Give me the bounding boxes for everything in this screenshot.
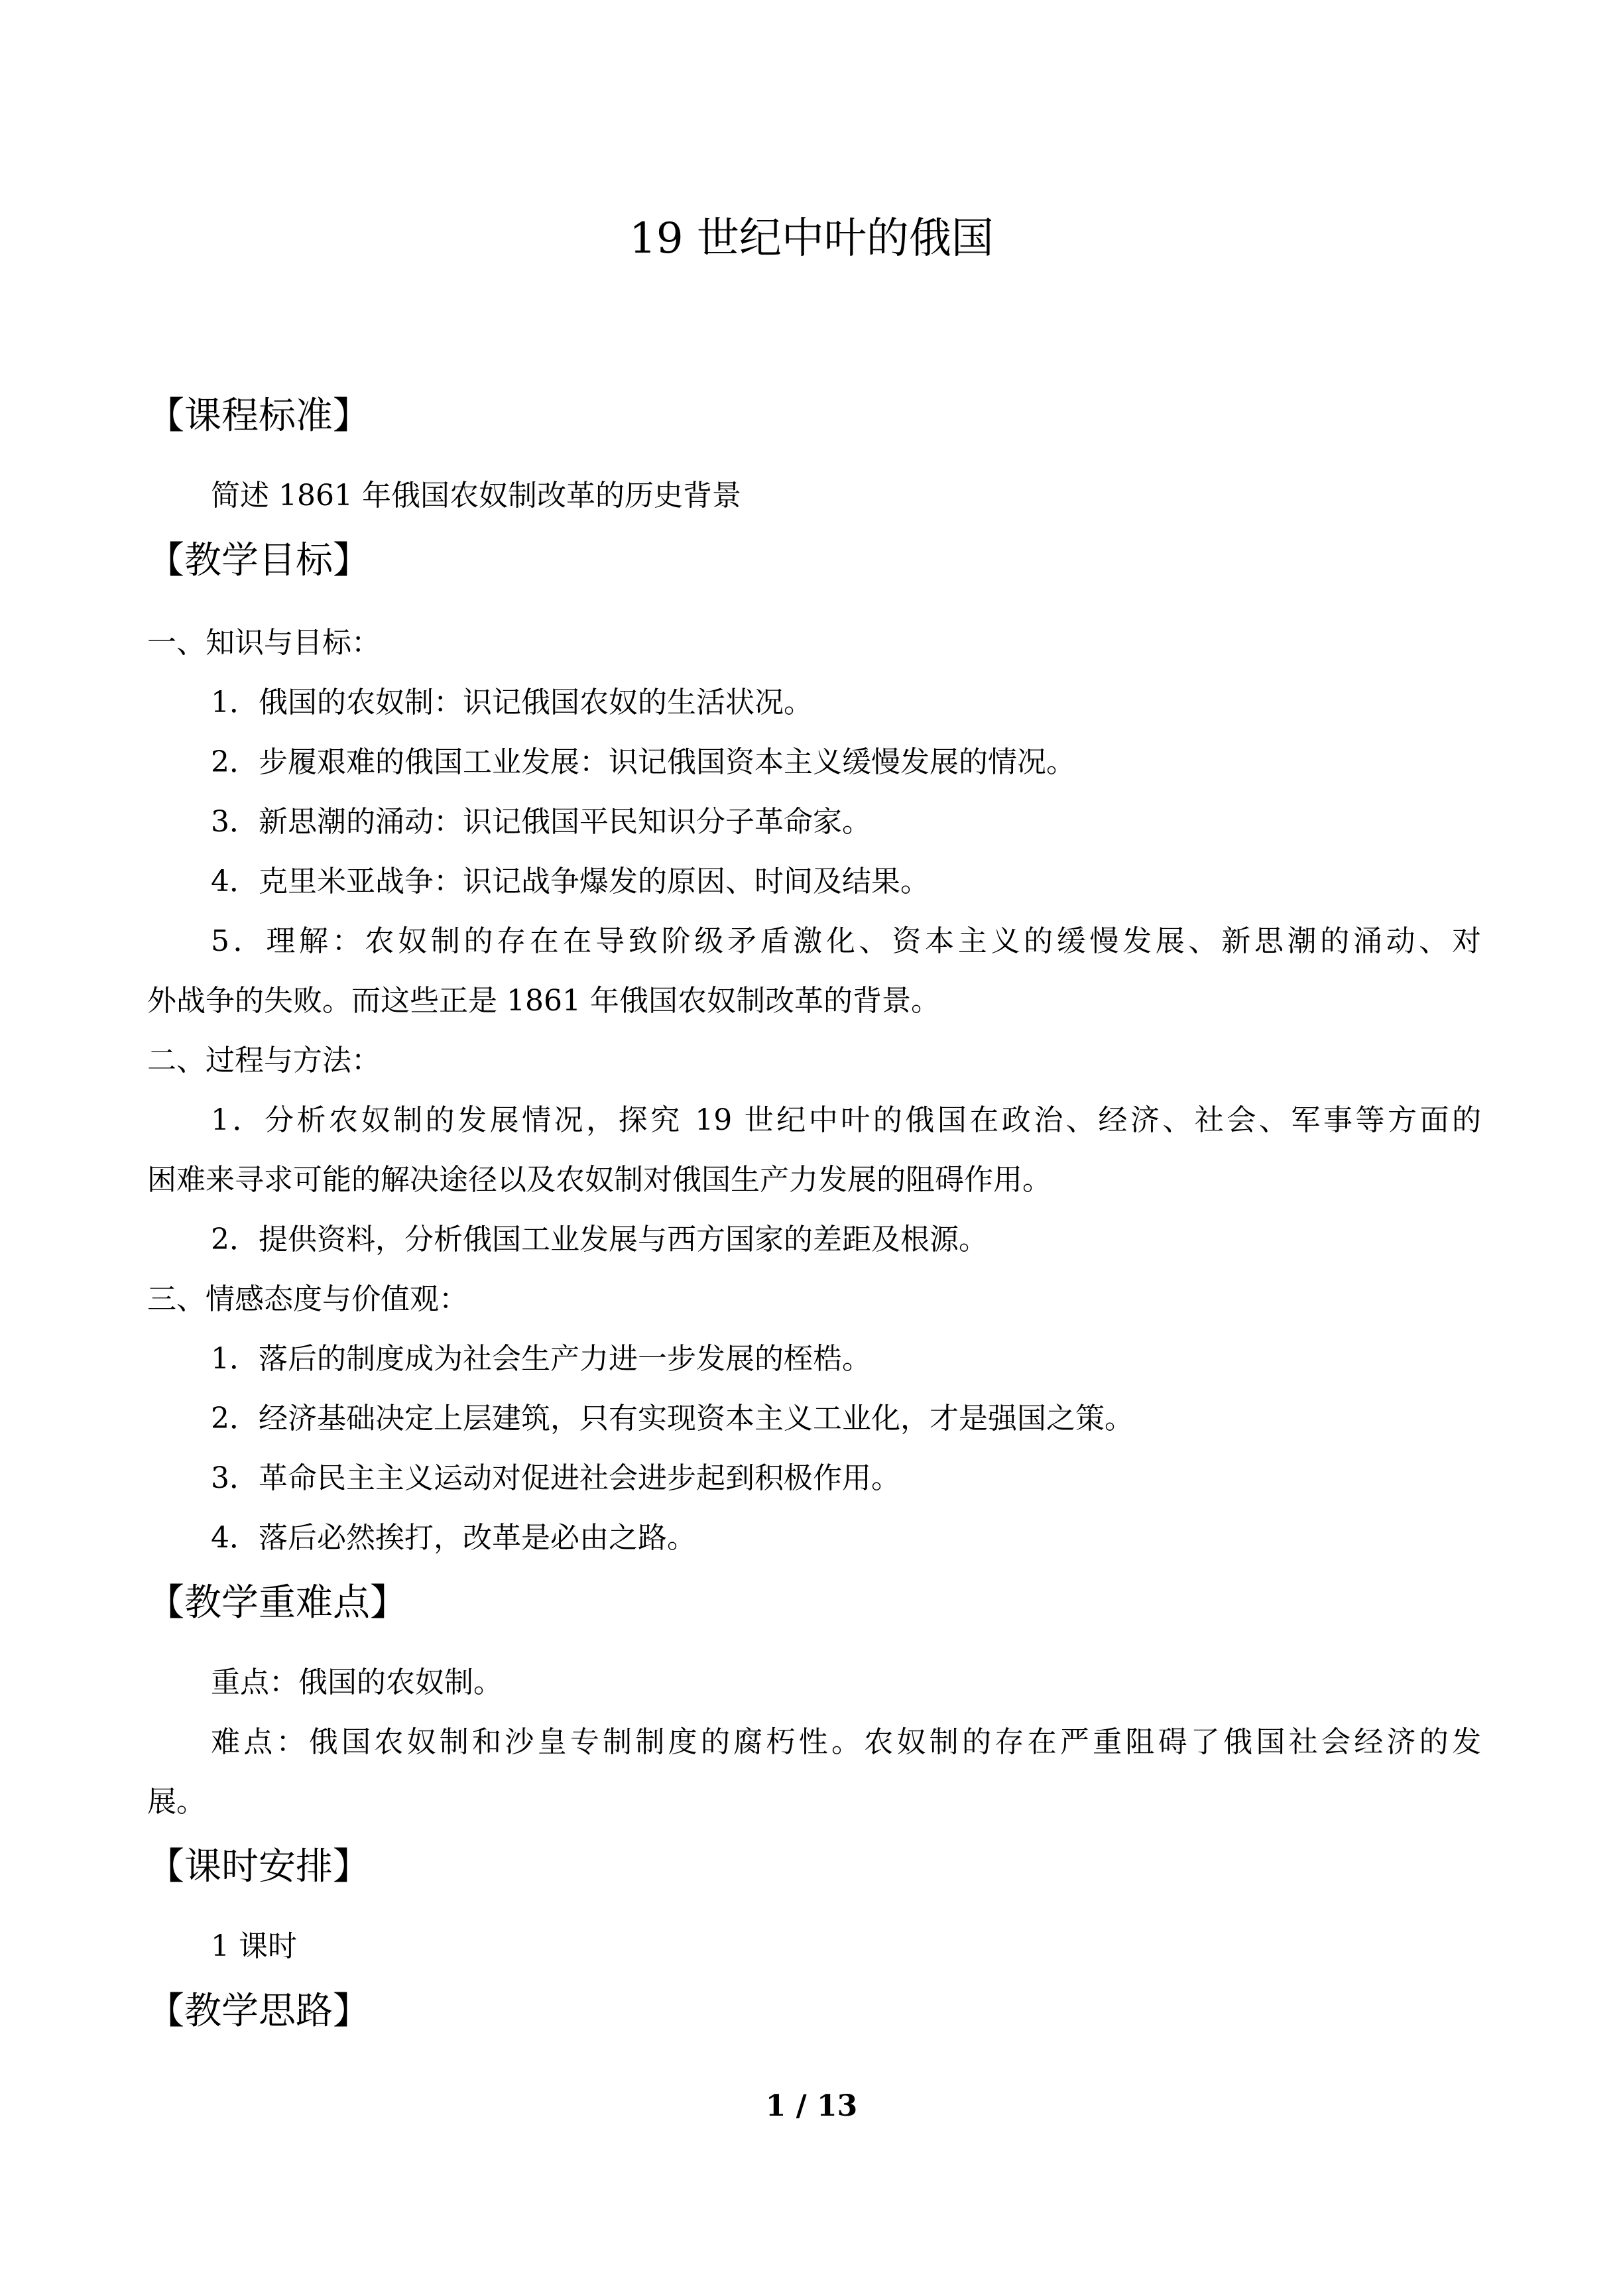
values-item-3: 3．革命民主主义运动对促进社会进步起到积极作用。 bbox=[211, 1461, 900, 1495]
schedule-text: 1 课时 bbox=[211, 1929, 297, 1963]
document-title: 19 世纪中叶的俄国 bbox=[629, 214, 994, 263]
values-item-2: 2．经济基础决定上层建筑，只有实现资本主义工业化，才是强国之策。 bbox=[211, 1402, 1134, 1435]
heading-key-points: 【教学重难点】 bbox=[147, 1581, 407, 1624]
knowledge-item-5: 5．理解：农奴制的存在在导致阶级矛盾激化、资本主义的缓慢发展、新思潮的涌动、对 bbox=[211, 924, 1481, 958]
heading-approach: 【教学思路】 bbox=[147, 1990, 370, 2033]
heading-teaching-goals: 【教学目标】 bbox=[147, 539, 370, 582]
knowledge-item-5-continued: 外战争的失败。而这些正是 1861 年俄国农奴制改革的背景。 bbox=[147, 984, 940, 1018]
section-knowledge-title: 一、知识与目标： bbox=[147, 626, 381, 660]
difficult-point-continued: 展。 bbox=[147, 1785, 206, 1819]
knowledge-item-1: 1．俄国的农奴制：识记俄国农奴的生活状况。 bbox=[211, 686, 813, 719]
knowledge-item-4: 4．克里米亚战争：识记战争爆发的原因、时间及结果。 bbox=[211, 865, 930, 898]
section-process-title: 二、过程与方法： bbox=[147, 1044, 381, 1077]
process-item-1: 1．分析农奴制的发展情况，探究 19 世纪中叶的俄国在政治、经济、社会、军事等方面的 bbox=[211, 1103, 1481, 1137]
course-standard-text: 简述 1861 年俄国农奴制改革的历史背景 bbox=[211, 479, 741, 513]
heading-course-standard: 【课程标准】 bbox=[147, 394, 370, 438]
knowledge-item-3: 3．新思潮的涌动：识记俄国平民知识分子革命家。 bbox=[211, 805, 871, 839]
process-item-1-continued: 困难来寻求可能的解决途径以及农奴制对俄国生产力发展的阻碍作用。 bbox=[147, 1163, 1052, 1197]
key-point-text: 重点：俄国的农奴制。 bbox=[211, 1665, 503, 1699]
difficult-point-text: 难点：俄国农奴制和沙皇专制制度的腐朽性。农奴制的存在严重阻碍了俄国社会经济的发 bbox=[211, 1725, 1481, 1759]
page-number: 1 / 13 bbox=[765, 2089, 858, 2123]
section-values-title: 三、情感态度与价值观： bbox=[147, 1282, 468, 1316]
values-item-1: 1．落后的制度成为社会生产力进一步发展的桎梏。 bbox=[211, 1342, 871, 1376]
values-item-4: 4．落后必然挨打，改革是必由之路。 bbox=[211, 1521, 696, 1555]
process-item-2: 2．提供资料，分析俄国工业发展与西方国家的差距及根源。 bbox=[211, 1223, 988, 1256]
knowledge-item-2: 2．步履艰难的俄国工业发展：识记俄国资本主义缓慢发展的情况。 bbox=[211, 745, 1075, 779]
heading-schedule: 【课时安排】 bbox=[147, 1845, 370, 1888]
